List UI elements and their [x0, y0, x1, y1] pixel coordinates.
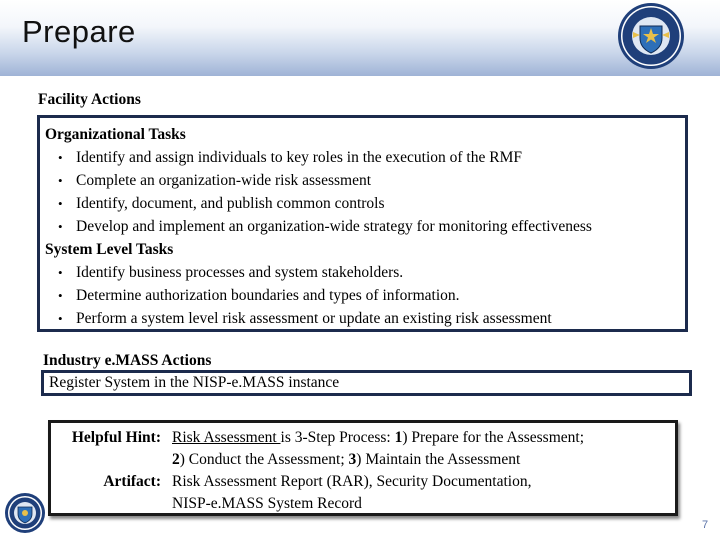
small-seal-logo	[4, 492, 46, 534]
system-level-tasks-heading: System Level Tasks	[45, 241, 174, 258]
bullet-icon: •	[58, 311, 63, 326]
list-item: • Perform a system level risk assessment or update an existing risk assessment	[58, 310, 552, 327]
tasks-box	[37, 115, 688, 332]
facility-actions-label: Facility Actions	[38, 91, 141, 108]
page-number: 7	[702, 519, 709, 531]
artifact-label: Artifact:	[103, 473, 161, 490]
artifact-line-2: NISP-e.MASS System Record	[172, 495, 362, 512]
bullet-icon: •	[58, 219, 63, 234]
list-item: • Develop and implement an organization-wide strategy for monitoring effectiveness	[58, 218, 592, 235]
list-item: • Identify, document, and publish common controls	[58, 195, 385, 212]
bullet-icon: •	[58, 288, 63, 303]
agency-seal-logo	[617, 2, 685, 70]
bullet-icon: •	[58, 196, 63, 211]
industry-emass-actions-label: Industry e.MASS Actions	[43, 352, 212, 369]
list-item: • Determine authorization boundaries and types of information.	[58, 287, 460, 304]
hint-line-2: 2) Conduct the Assessment; 3) Maintain the Assessment	[172, 451, 521, 468]
bullet-icon: •	[58, 173, 63, 188]
hint-line-1: Risk Assessment is 3-Step Process: 1) Prepare for the Assessment;	[172, 429, 585, 446]
bullet-icon: •	[58, 150, 63, 165]
list-item: • Complete an organization-wide risk assessment	[58, 172, 372, 189]
organizational-tasks-heading: Organizational Tasks	[45, 126, 186, 143]
helpful-hint-label: Helpful Hint:	[71, 429, 161, 446]
bullet-icon: •	[58, 265, 63, 280]
register-system-text: Register System in the NISP-e.MASS instance	[49, 374, 340, 391]
register-system-box	[41, 370, 692, 396]
list-item: • Identify business processes and system stakeholders.	[58, 264, 404, 281]
page-title: Prepare	[22, 14, 136, 49]
list-item: • Identify and assign individuals to key roles in the execution of the RMF	[58, 149, 522, 166]
artifact-line-1: Risk Assessment Report (RAR), Security Documentation,	[172, 473, 532, 490]
risk-assessment-term: Risk Assessment	[172, 429, 281, 446]
helpful-hint-box	[48, 420, 678, 516]
